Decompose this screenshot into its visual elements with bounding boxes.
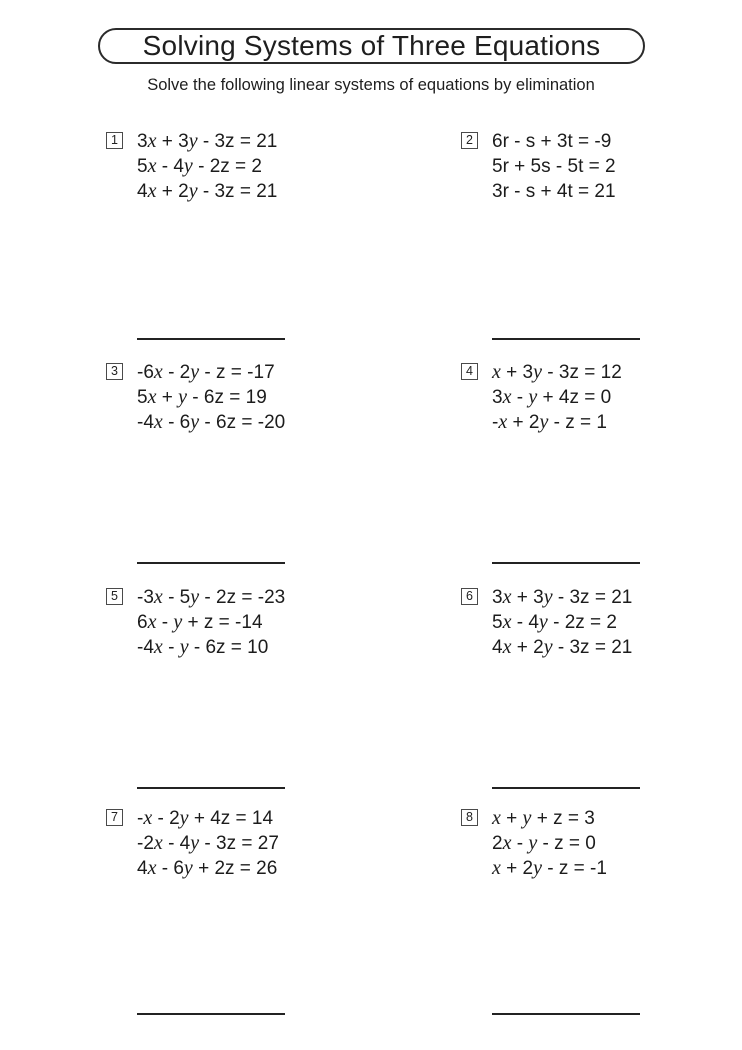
equation-line: x + 3y - 3z = 12 [492, 361, 622, 383]
equation-line: -x - 2y + 4z = 14 [137, 807, 274, 829]
answer-blank-problem-8 [492, 1013, 640, 1015]
answer-blank-problem-5 [137, 787, 285, 789]
worksheet-title: Solving Systems of Three Equations [142, 30, 601, 61]
equation-line: x + y + z = 3 [492, 807, 595, 829]
equation-line: 4x - 6y + 2z = 26 [137, 857, 278, 879]
equation-line: 5x - 4y - 2z = 2 [137, 155, 262, 177]
problem-number-badge: 4 [461, 363, 478, 380]
problem-8 [461, 806, 607, 881]
problem-2 [461, 129, 616, 204]
worksheet-title-box [98, 28, 645, 64]
equation-line: 3x + 3y - 3z = 21 [137, 130, 278, 152]
answer-blank-problem-3 [137, 562, 285, 564]
equation-line: -2x - 4y - 3z = 27 [137, 832, 279, 854]
equation-line: 6r - s + 3t = -9 [492, 131, 612, 152]
equation-line: 5x + y - 6z = 19 [137, 386, 267, 408]
equation-group [492, 806, 607, 881]
equation-line: -4x - y - 6z = 10 [137, 636, 269, 658]
equation-line: 3r - s + 4t = 21 [492, 181, 616, 202]
answer-blank-problem-4 [492, 562, 640, 564]
equation-group [137, 129, 277, 204]
equation-line: 6x - y + z = -14 [137, 611, 263, 633]
problem-number-badge: 2 [461, 132, 478, 149]
equation-line: -6x - 2y - z = -17 [137, 361, 275, 383]
equation-line: 3x - y + 4z = 0 [492, 386, 612, 408]
equation-group [137, 806, 279, 881]
answer-blank-problem-6 [492, 787, 640, 789]
equation-line: -4x - 6y - 6z = -20 [137, 411, 286, 433]
problem-number-badge: 1 [106, 132, 123, 149]
equation-line: 3x + 3y - 3z = 21 [492, 586, 633, 608]
equation-group [492, 360, 622, 435]
problem-3 [106, 360, 285, 435]
equation-group [137, 585, 285, 660]
equation-group [492, 129, 616, 204]
equation-line: 5x - 4y - 2z = 2 [492, 611, 617, 633]
worksheet-subtitle: Solve the following linear systems of equations by elimination [147, 76, 595, 94]
answer-blank-problem-7 [137, 1013, 285, 1015]
problem-7 [106, 806, 279, 881]
problem-number-badge: 5 [106, 588, 123, 605]
equation-line: 4x + 2y - 3z = 21 [492, 636, 633, 658]
answer-blank-problem-2 [492, 338, 640, 340]
problem-number-badge: 8 [461, 809, 478, 826]
problem-1 [106, 129, 277, 204]
problem-6 [461, 585, 632, 660]
problem-4 [461, 360, 622, 435]
equation-line: x + 2y - z = -1 [492, 857, 607, 879]
problem-5 [106, 585, 285, 660]
problem-number-badge: 7 [106, 809, 123, 826]
equation-line: -x + 2y - z = 1 [492, 411, 607, 433]
equation-line: 4x + 2y - 3z = 21 [137, 180, 278, 202]
problem-number-badge: 6 [461, 588, 478, 605]
problem-number-badge: 3 [106, 363, 123, 380]
equation-line: -3x - 5y - 2z = -23 [137, 586, 286, 608]
answer-blank-problem-1 [137, 338, 285, 340]
equation-line: 2x - y - z = 0 [492, 832, 596, 854]
equation-group [492, 585, 632, 660]
equation-group [137, 360, 285, 435]
equation-line: 5r + 5s - 5t = 2 [492, 156, 616, 177]
